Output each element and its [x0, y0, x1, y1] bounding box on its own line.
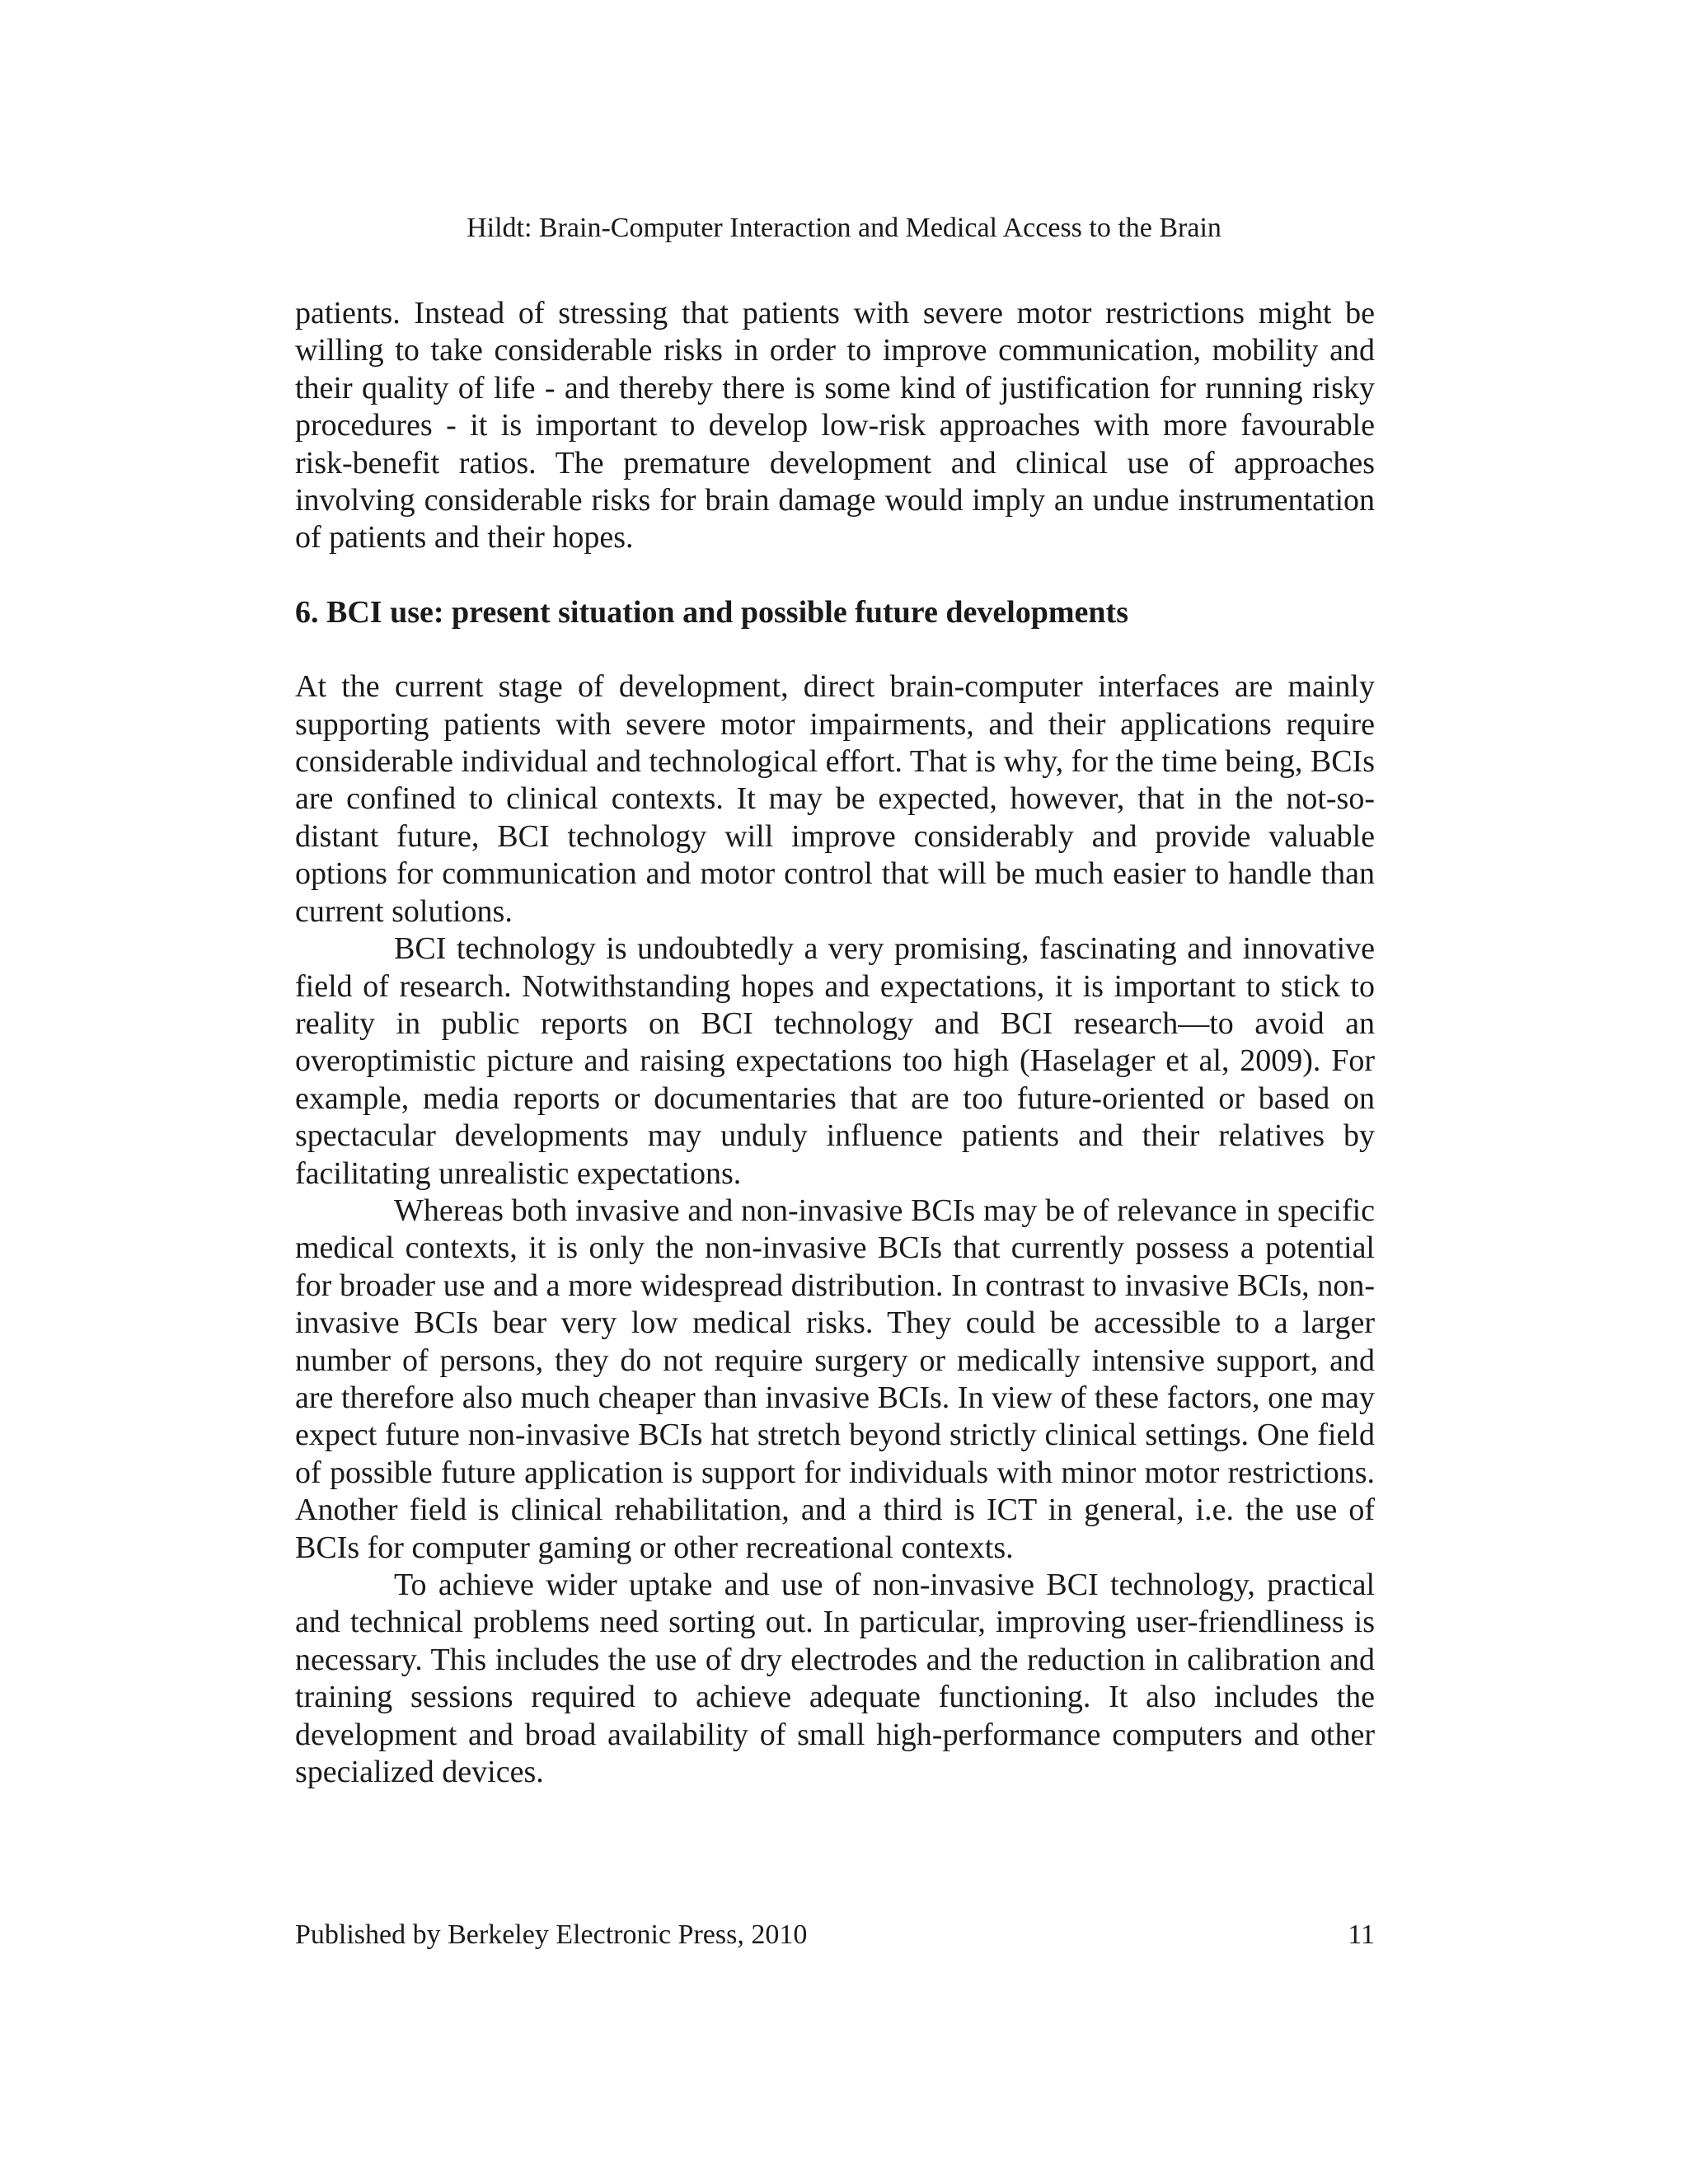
- body-paragraph-1: patients. Instead of stressing that patients with severe motor restrictions might be willing to take considerable risks in order to improve communication, mobility and their quality of life - and thereby there is some kind of justification for running risky procedures - it is important to develop low-risk approaches with more favourable risk-benefit ratios. The premature development and clinical use of approaches involving considerable risks for brain damage would imply an undue instrumentation of patients and their hopes.: [295, 296, 1375, 555]
- page-number: 11: [1348, 1919, 1375, 1950]
- body-paragraph-2: At the current stage of development, direct brain-computer interfaces are mainly supporting patients with severe motor impairments, and their applications require considerable individual and technological effort. That is why, for the time being, BCIs are confined to clinical contexts. It may be expected, however, that in the not-so-distant future, BCI technology will improve considerably and provide valuable options for communication and motor control that will be much easier to handle than current solutions.: [295, 669, 1375, 929]
- body-paragraph-5: To achieve wider uptake and use of non-invasive BCI technology, practical and technical problems need sorting out. In particular, improving user-friendliness is necessary. This includes the use of dry electrodes and the reduction in calibration and training sessions required to achieve adequate functioning. It also includes the development and broad availability of small high-performance computers and other specialized devices.: [295, 1568, 1375, 1790]
- body-paragraph-4: Whereas both invasive and non-invasive BCIs may be of relevance in specific medical contexts, it is only the non-invasive BCIs that currently possess a potential for broader use and a more widespread distribution. In contrast to invasive BCIs, non-invasive BCIs bear very low medical risks. They could be accessible to a larger number of persons, they do not require surgery or medically intensive support, and are therefore also much cheaper than invasive BCIs. In view of these factors, one may expect future non-invasive BCIs hat stretch beyond strictly clinical settings. One field of possible future application is support for individuals with minor motor restrictions. Another field is clinical rehabilitation, and a third is ICT in general, i.e. the use of BCIs for computer gaming or other recreational contexts.: [295, 1193, 1375, 1565]
- article-body: [295, 295, 1375, 1791]
- body-paragraph-3: BCI technology is undoubtedly a very promising, fascinating and innovative field of research. Notwithstanding hopes and expectations, it is important to stick to reality in public reports on BCI technology and BCI research—to avoid an overoptimistic picture and raising expectations too high (Haselager et al, 2009). For example, media reports or documentaries that are too future-oriented or based on spectacular developments may unduly influence patients and their relatives by facilitating unrealistic expectations.: [295, 931, 1375, 1191]
- section-heading: 6. BCI use: present situation and possible future developments: [295, 594, 1128, 630]
- running-header: Hildt: Brain-Computer Interaction and Medical Access to the Brain: [467, 213, 1221, 243]
- publisher-line: Published by Berkeley Electronic Press, 2010: [295, 1919, 808, 1950]
